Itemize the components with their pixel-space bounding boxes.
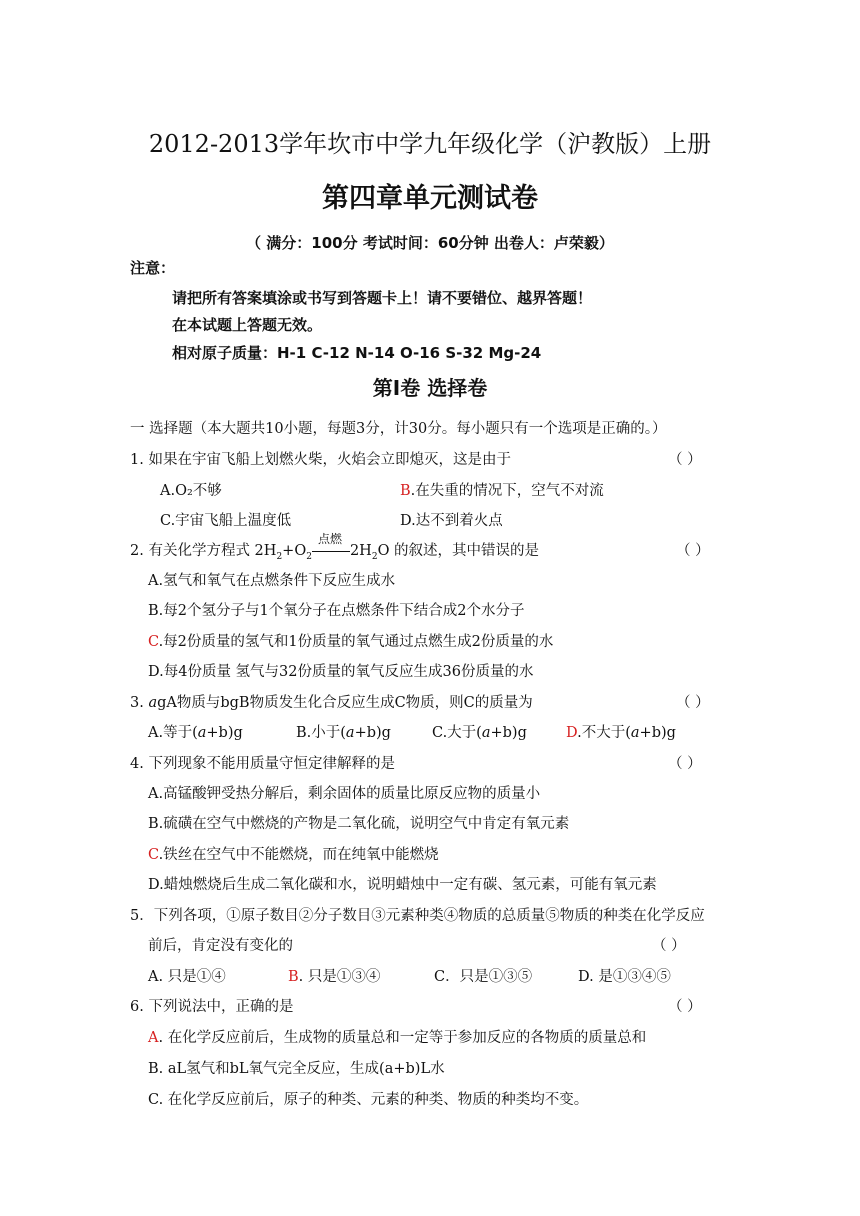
q3-option-d: D.不大于(a+b)g — [566, 725, 676, 741]
q4-option-c: C.铁丝在空气中不能燃烧，而在纯氧中能燃烧 — [148, 847, 439, 863]
question-6-stem: 6. 下列说法中，正确的是 — [130, 999, 294, 1015]
q4-option-a: A.高锰酸钾受热分解后，剩余固体的质量比原反应物的质量小 — [148, 786, 541, 802]
answer-paren-3: （ ） — [676, 695, 710, 711]
question-4-stem: 4. 下列现象不能用质量守恒定律解释的是 — [130, 756, 395, 772]
q2-option-a: A.氢气和氧气在点燃条件下反应生成水 — [148, 573, 396, 589]
answer-paren-1: （ ） — [668, 452, 702, 468]
answer-paren-6: （ ） — [668, 999, 702, 1015]
question-2-stem: 2. 有关化学方程式 $2H_2+O_2$ 点燃 $2H_2O$ 的叙述，其中错误的是 — [130, 532, 540, 562]
reaction-arrow-line — [312, 551, 350, 552]
notice-line-2: 在本试题上答题无效。 — [172, 316, 323, 334]
q4-option-b: B.硫磺在空气中燃烧的产物是二氧化硫，说明空气中肯定有氧元素 — [148, 816, 570, 832]
q1-answer-marker: B — [400, 483, 411, 499]
reaction-condition: 点燃 — [312, 543, 350, 559]
q6-option-a: A. 在化学反应前后，生成物的质量总和一定等于参加反应的各物质的质量总和 — [148, 1030, 647, 1046]
question-5-stem-line-2: 前后，肯定没有变化的 — [148, 938, 293, 954]
q2-option-c: C.每2份质量的氢气和1份质量的氧气通过点燃生成2份质量的水 — [148, 634, 554, 650]
q3-option-c: C.大于(a+b)g — [432, 725, 527, 741]
q5-answer-marker: B — [288, 969, 299, 985]
question-5-stem-line-1: 5．下列各项，①原子数目②分子数目③元素种类④物质的总质量⑤物质的种类在化学反应 — [130, 908, 705, 924]
q3-answer-marker: D — [566, 725, 578, 741]
question-1-stem: 1. 如果在宇宙飞船上划燃火柴，火焰会立即熄灭，这是由于 — [130, 452, 511, 468]
q3-option-b: B.小于(a+b)g — [296, 725, 391, 741]
section-title: 第Ⅰ卷 选择卷 — [372, 376, 488, 400]
notice-label: 注意： — [130, 259, 176, 277]
q1-option-d: D.达不到着火点 — [400, 513, 503, 529]
answer-paren-2: （ ） — [676, 543, 710, 559]
exam-title: 2012-2013学年坎市中学九年级化学（沪教版）上册 — [148, 130, 712, 158]
q1-option-a: A.O₂不够 — [160, 483, 222, 499]
answer-paren-4: （ ） — [668, 756, 702, 772]
q5-option-d: D. 是①③④⑤ — [578, 969, 671, 985]
q1-option-b: B.在失重的情况下，空气不对流 — [400, 483, 604, 499]
q6-option-b: B. aL氢气和bL氧气完全反应，生成(a+b)L水 — [148, 1061, 445, 1077]
q2-option-b: B.每2个氢分子与1个氧分子在点燃条件下结合成2个水分子 — [148, 603, 525, 619]
q2-option-d: D.每4份质量 氢气与32份质量的氧气反应生成36份质量的水 — [148, 664, 534, 680]
q5-option-c: C．只是①③⑤ — [434, 969, 533, 985]
q5-option-b: B. 只是①③④ — [288, 969, 381, 985]
question-3-stem: 3. agA物质与bgB物质发生化合反应生成C物质，则C的质量为 — [130, 695, 533, 711]
q6-answer-marker: A — [148, 1030, 159, 1046]
q4-answer-marker: C — [148, 847, 159, 863]
q4-option-d: D.蜡烛燃烧后生成二氧化碳和水，说明蜡烛中一定有碳、氢元素，可能有氧元素 — [148, 877, 657, 893]
q5-option-a: A. 只是①④ — [148, 969, 226, 985]
q3-option-a: A.等于(a+b)g — [148, 725, 243, 741]
instructions: 一 选择题（本大题共10小题，每题3分，计30分。每小题只有一个选项是正确的。） — [130, 421, 667, 437]
q2-answer-marker: C — [148, 634, 159, 650]
atomic-masses: 相对原子质量：H-1 C-12 N-14 O-16 S-32 Mg-24 — [172, 344, 542, 362]
exam-subtitle: 第四章单元测试卷 — [322, 183, 538, 214]
q6-option-c: C. 在化学反应前后，原子的种类、元素的种类、物质的种类均不变。 — [148, 1092, 589, 1108]
answer-paren-5: （ ） — [652, 938, 686, 954]
exam-meta: （ 满分：100分 考试时间：60分钟 出卷人：卢荣毅） — [246, 234, 614, 252]
notice-line-1: 请把所有答案填涂或书写到答题卡上！请不要错位、越界答题！ — [172, 289, 593, 307]
q1-option-c: C.宇宙飞船上温度低 — [160, 513, 292, 529]
